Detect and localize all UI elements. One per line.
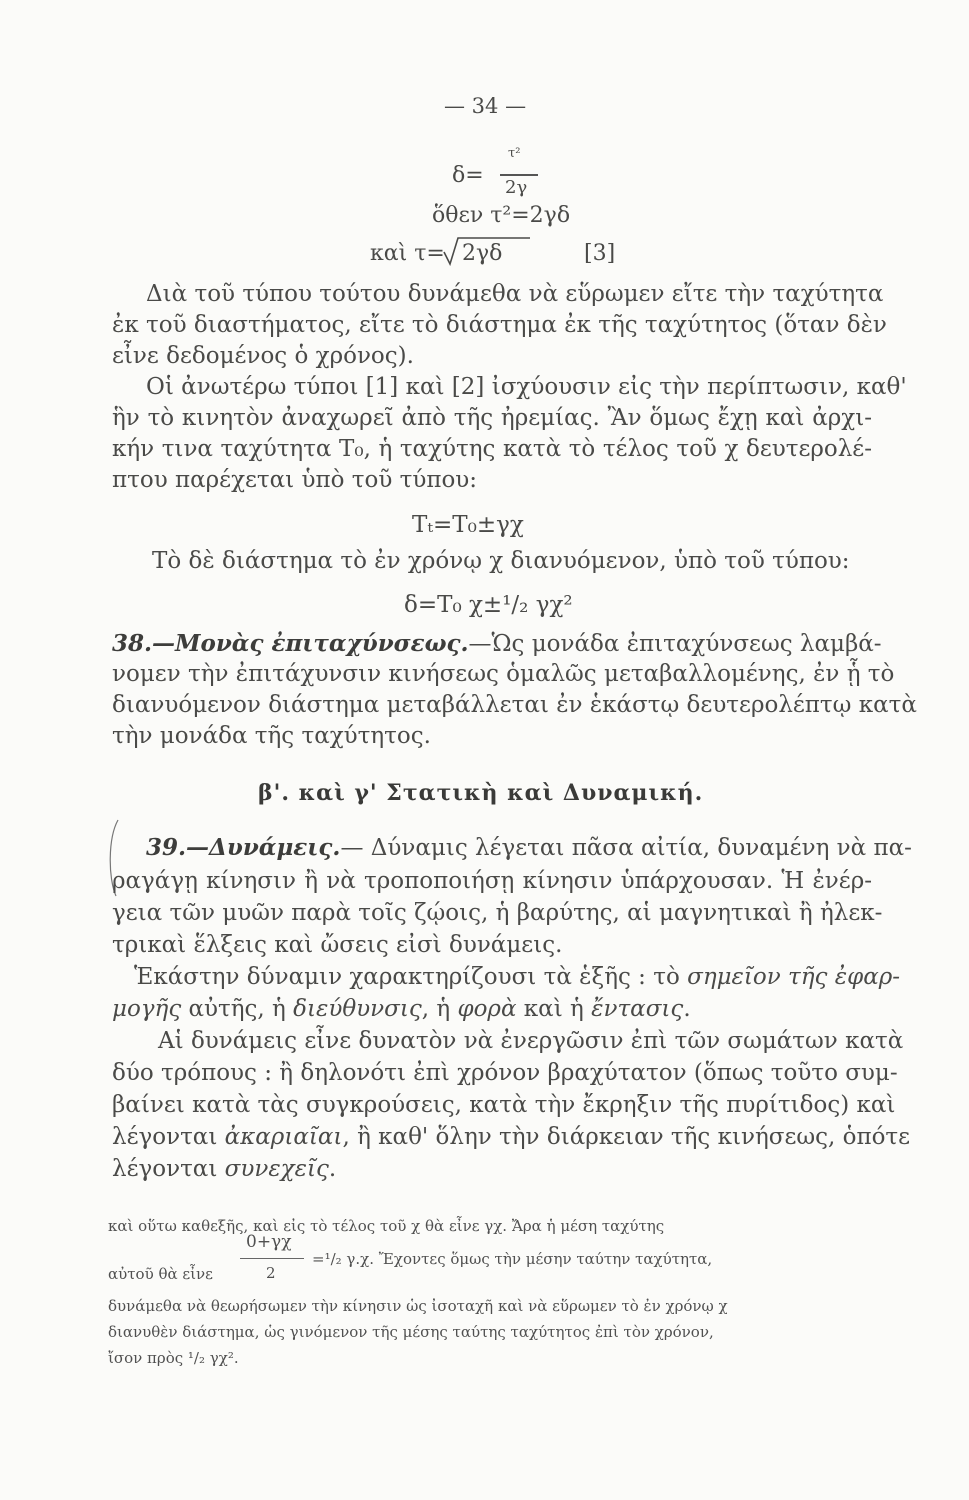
- s39-line-4: τρικαὶ ἕλξεις καὶ ὤσεις εἰσὶ δυνάμεις.: [112, 932, 563, 958]
- s38-line-1-text: —Ὡς μονάδα ἐπιταχύνσεως λαμβά-: [468, 631, 882, 657]
- s39-heading: 39.—Δυνάμεις.: [146, 834, 341, 861]
- formula-tau-prefix: καὶ τ=: [370, 241, 445, 266]
- formula-tau-radicand: 2γδ: [462, 241, 503, 266]
- page-number: — 34 —: [444, 94, 527, 118]
- s38-line-2: νομεν τὴν ἐπιτάχυνσιν κινήσεως ὁμαλῶς μεταβαλλομένης, ἐν ᾗ τὸ: [112, 661, 895, 687]
- para2-line-4: πτου παρέχεται ὑπὸ τοῦ τύπου:: [112, 467, 478, 493]
- section-title: β'. καὶ γ' Στατικὴ καὶ Δυναμική.: [258, 780, 704, 806]
- footnote-frac-denominator: 2: [266, 1264, 276, 1282]
- para2-line-1: Οἱ ἀνωτέρω τύποι [1] καὶ [2] ἰσχύουσιν εἰς τὴν περίπτωσιν, καθ': [146, 374, 907, 400]
- para5-l5-a: λέγονται: [112, 1156, 225, 1182]
- footnote-l2-rest: =¹/₂ γ.χ. Ἔχοντες ὅμως τὴν μέσην ταύτην ταχύτητα,: [312, 1250, 713, 1268]
- s39-line-1-text: — Δύναμις λέγεται πᾶσα αἰτία, δυναμένη νὰ πα-: [340, 835, 912, 861]
- para4-term-point: σημεῖον τῆς ἐφαρ-: [687, 964, 901, 990]
- s39-line-1: [112, 833, 912, 863]
- para5-line-4: [112, 1123, 911, 1152]
- para1-line-1: Διὰ τοῦ τύπου τούτου δυνάμεθα νὰ εὕρωμεν εἴτε τὴν ταχύτητα: [146, 281, 884, 307]
- para5-line-5: [112, 1155, 872, 1184]
- para3: Τὸ δὲ διάστημα τὸ ἐν χρόνῳ χ διανυόμενον, ὑπὸ τοῦ τύπου:: [152, 548, 850, 574]
- para5-term-instant: ἀκαριαῖαι: [224, 1124, 343, 1150]
- para4-text-f: , ἡ: [421, 996, 458, 1022]
- para5-term-continuous: συνεχεῖς: [224, 1156, 329, 1182]
- formula-delta-denominator: 2γ: [505, 177, 528, 198]
- footnote-line-5: ἴσον πρὸς ¹/₂ γχ².: [108, 1349, 239, 1367]
- footnote-frac-bar: [240, 1258, 304, 1259]
- para4-line-2: [112, 995, 872, 1024]
- formula-distance: δ=T₀ χ±¹/₂ γχ²: [404, 592, 573, 618]
- para4-term-sense: φορὰ: [457, 996, 517, 1022]
- para4-text-h: καὶ ἡ: [516, 996, 592, 1022]
- para2-line-3: κήν τινα ταχύτητα T₀, ἡ ταχύτης κατὰ τὸ τέλος τοῦ χ δευτερολέ-: [112, 436, 872, 462]
- s38-heading: 38.—Μονὰς ἐπιταχύνσεως.: [112, 630, 469, 657]
- s39-line-2: ραγάγῃ κίνησιν ἢ νὰ τροποποιήσῃ κίνησιν ὑπάρχουσαν. Ἡ ἐνέρ-: [112, 868, 872, 894]
- para4-term-magnitude: ἔντασις: [591, 996, 684, 1022]
- formula-delta-lhs: δ=: [452, 163, 484, 188]
- para4-text-l: .: [683, 996, 691, 1022]
- para5-line-2: δύο τρόπους : ἢ δηλονότι ἐπὶ χρόνον βραχύτατον (ὅπως τοῦτο συμ-: [112, 1060, 898, 1086]
- para5-l4-c: , ἢ καθ' ὅλην τὴν διάρκειαν τῆς κινήσεως, ὁπότε: [342, 1124, 911, 1150]
- formula-tag-3: [3]: [584, 241, 616, 266]
- para4-text-a: Ἑκάστην δύναμιν χαρακτηρίζουσι τὰ ἑξῆς : τὸ: [134, 964, 688, 990]
- para4-line-1: [112, 963, 901, 992]
- formula-final-velocity: Tₜ=T₀±γχ: [412, 512, 524, 538]
- para2-line-2: ἣν τὸ κινητὸν ἀναχωρεῖ ἀπὸ τῆς ἠρεμίας. Ἂν ὅμως ἔχῃ καὶ ἀρχι-: [112, 405, 872, 431]
- footnote-l2-prefix: αὐτοῦ θὰ εἶνε: [108, 1265, 213, 1283]
- para4-term-direction: διεύθυνσις: [293, 996, 422, 1022]
- s38-line-3: διανυόμενον διάστημα μεταβάλλεται ἐν ἑκάστῳ δευτερολέπτῳ κατὰ: [112, 692, 917, 718]
- para1-line-2: ἐκ τοῦ διαστήματος, εἴτε τὸ διάστημα ἐκ τῆς ταχύτητος (ὅταν δὲν: [112, 312, 887, 338]
- formula-delta-numerator: τ²: [508, 146, 521, 161]
- s39-line-3: γεια τῶν μυῶν παρὰ τοῖς ζῴοις, ἡ βαρύτης, αἱ μαγνητικαὶ ἢ ἠλεκ-: [112, 900, 883, 926]
- footnote-line-4: διανυθὲν διάστημα, ὡς γινόμενον τῆς μέσης ταύτης ταχύτητος ἐπὶ τὸν χρόνον,: [108, 1323, 714, 1341]
- footnote-line-1: καὶ οὕτω καθεξῆς, καὶ εἰς τὸ τέλος τοῦ χ θὰ εἶνε γχ. Ἄρα ἡ μέση ταχύτης: [108, 1217, 665, 1235]
- footnote-frac-numerator: 0+γχ: [246, 1232, 292, 1252]
- footnote-line-3: δυνάμεθα νὰ θεωρήσωμεν τὴν κίνησιν ὡς ἰσοταχῆ καὶ νὰ εὕρωμεν τὸ ἐν χρόνῳ χ: [108, 1297, 728, 1315]
- para5-l4-a: λέγονται: [112, 1124, 225, 1150]
- para5-line-3: βαίνει κατὰ τὰς συγκρούσεις, κατὰ τὴν ἔκρηξιν τῆς πυρίτιδος) καὶ: [112, 1092, 896, 1118]
- s38-line-4: τὴν μονάδα τῆς ταχύτητος.: [112, 723, 431, 749]
- para4-term-application: μογῆς: [112, 996, 182, 1022]
- formula-delta-bar: [500, 174, 538, 176]
- s38-line-1: [112, 629, 882, 659]
- para5-line-1: Αἱ δυνάμεις εἶνε δυνατὸν νὰ ἐνεργῶσιν ἐπὶ τῶν σωμάτων κατὰ: [158, 1028, 904, 1054]
- para5-l5-c: .: [328, 1156, 337, 1182]
- para4-text-d: αὐτῆς, ἡ: [181, 996, 294, 1022]
- para1-line-3: εἶνε δεδομένος ὁ χρόνος).: [112, 343, 414, 369]
- formula-tau-squared: ὅθεν τ²=2γδ: [432, 203, 571, 228]
